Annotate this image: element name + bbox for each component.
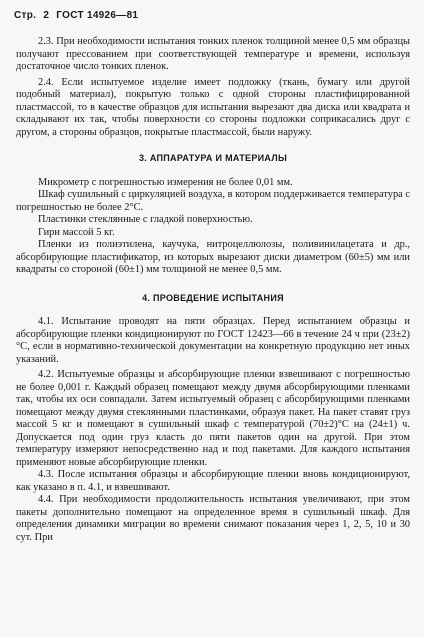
section-3-paragraph: Пленки из полиэтилена, каучука, нитроцеллюлозы, поливинилацетата и др., абсорбирующие пластификатор, из которых вырезают диски диаметром (60±5) мм или квадраты со стороной (60±1) мм толщиной не менее 0,5 мм.	[16, 239, 410, 275]
section-4-title: 4. ПРОВЕДЕНИЕ ИСПЫТАНИЯ	[142, 292, 284, 303]
page-number: 2	[43, 10, 50, 21]
document-body	[16, 36, 410, 544]
paragraph-2-3: 2.3. При необходимости испытания тонких пленок толщиной менее 0,5 мм образцы получают прессованием при соответствующей температуре и времени, используя достаточное число тонких пленок.	[16, 36, 410, 72]
section-3-title: 3. АППАРАТУРА И МАТЕРИАЛЫ	[138, 153, 288, 163]
paragraph-4-4: 4.4. При необходимости продолжительность испытания увеличивают, при этом пакеты дополнительно помещают на определенное время в сушильный шкаф. Для определения динамики миграции во времени снимают показания через 1, 2, 5, 10 и 30 сут. При	[16, 494, 410, 543]
section-3-paragraph: Пластинки стеклянные с гладкой поверхностью.	[38, 214, 253, 225]
paragraph-4-2: 4.2. Испытуемые образцы и абсорбирующие пленки взвешивают с погрешностью не более 0,001 г. Каждый образец помещают между двумя абсорбирующими пленками так, чтобы их оси совпадали. Затем испытуемый образец с абсорбирующими пленками помещают между двумя стеклянными пластинками, образуя пакет. На пакет ставят груз массой 5 кг и помещают в сушильный шкаф с температурой (70±2)°С на (24±1) ч. Допускается под один груз класть до пяти пакетов один на другой. При этом температуру измеряют непосредственно над и под пакетами. Для каждого испытания применяют новые абсорбирующие пленки.	[16, 369, 410, 468]
page-header	[14, 10, 142, 21]
section-3-paragraph: Шкаф сушильный с циркуляцией воздуха, в котором поддерживается температура с погрешностью не более 2°С.	[16, 189, 410, 213]
page-label: Стр.	[14, 10, 37, 21]
section-3-paragraph: Гири массой 5 кг.	[38, 226, 115, 238]
paragraph-4-1: 4.1. Испытание проводят на пяти образцах. Перед испытанием образцы и абсорбирующие пленки кондиционируют по ГОСТ 12423—66 в течение 24 ч при (23±2)°С, если в нормативно-технической документации на конкретную продукцию нет иных указаний.	[16, 316, 410, 365]
paragraph-4-3: 4.3. После испытания образцы и абсорбирующие пленки вновь кондиционируют, как указано в п. 4.1, и взвешивают.	[16, 469, 410, 493]
section-3-paragraph: Микрометр с погрешностью измерения не более 0,01 мм.	[38, 176, 293, 188]
standard-number: ГОСТ 14926—81	[56, 10, 139, 21]
paragraph-2-4: 2.4. Если испытуемое изделие имеет подложку (ткань, бумагу или другой подобный материал), покрытую только с одной стороны пластифицированной пластмассой, то в качестве образцов для испытания вырезают два диска или квадрата и складывают их так, чтобы поверхности со стороны подложки соприкасались друг с другом, а стороны образцов, покрытые пластмассой, были наружу.	[16, 76, 410, 138]
